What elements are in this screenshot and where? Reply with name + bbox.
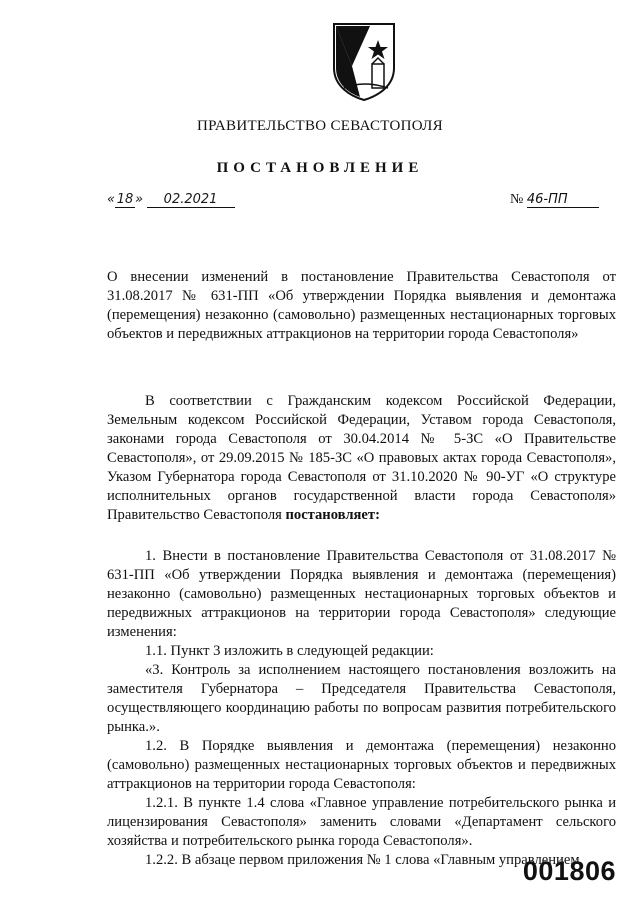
paragraph-1-2-2: 1.2.2. В абзаце первом приложения № 1 слова «Главным управлением <box>145 852 580 868</box>
document-number <box>510 192 599 208</box>
form-serial-number: 001806 <box>522 856 616 886</box>
paragraph-1: 1. Внести в постановление Правительства Севастополя от 31.08.2017 № 631-ПП «Об утверждении Порядка выявления и демонтажа (перемещения) незаконно (самовольно) размещенных нестационарных торговых объектов и передвижных аттракционов на территории города Севастополя» следующие изменения: <box>107 548 616 640</box>
paragraph-quoted-3: «3. Контроль за исполнением настоящего постановления возложить на заместителя Губернатора – Председателя Правительства Севастополя, осуществляющего координацию работы по вопросам развития потребительского рынка.». <box>107 662 616 735</box>
number-prefix: № <box>510 192 524 207</box>
date-open-quote: « <box>107 192 116 207</box>
document-date <box>107 192 235 208</box>
preamble-resolves: постановляет: <box>285 507 380 523</box>
paragraph-1-1: 1.1. Пункт 3 изложить в следующей редакции: <box>145 643 434 659</box>
date-close-quote: » <box>135 192 144 207</box>
preamble-text: В соответствии с Гражданским кодексом Российской Федерации, Земельным кодексом Российской Федерации, Уставом города Севастополя, законами города Севастополя от 30.04.2014 № 5-ЗС «О Правительстве Севастополя», от 29.09.2015 № 185-ЗС «О правовых актах города Севастополя», Указом Губернатора города Севастополя от 31.10.2020 № 90-УГ «О структуре исполнительных органов государственной власти города Севастополя» Правительство Севастополя <box>107 393 616 523</box>
document-type-heading: ПОСТАНОВЛЕНИЕ <box>216 160 424 176</box>
date-day: 18 <box>116 192 134 207</box>
paragraph-1-2: 1.2. В Порядке выявления и демонтажа (перемещения) незаконно (самовольно) размещенных нестационарных торговых объектов и передвижных аттракционов на территории города Севастополя: <box>107 738 616 792</box>
government-title: ПРАВИТЕЛЬСТВО СЕВАСТОПОЛЯ <box>197 118 443 134</box>
paragraph-1-2-1: 1.2.1. В пункте 1.4 слова «Главное управление потребительского рынка и лицензирования Севастополя» заменить словами «Департамент сельского хозяйства и потребительского рынка города Севастополя». <box>107 795 616 849</box>
sevastopol-coat-of-arms-icon <box>330 22 398 102</box>
date-month-year: 02.2021 <box>147 192 235 208</box>
document-subject: О внесении изменений в постановление Правительства Севастополя от 31.08.2017 № 631-ПП «Об утверждении Порядка выявления и демонтажа (перемещения) незаконно (самовольно) размещенных нестационарных торговых объектов и передвижных аттракционов на территории города Севастополя» <box>107 269 616 342</box>
number-value: 46-ПП <box>527 192 599 208</box>
document-body <box>107 547 616 870</box>
preamble <box>107 392 616 525</box>
